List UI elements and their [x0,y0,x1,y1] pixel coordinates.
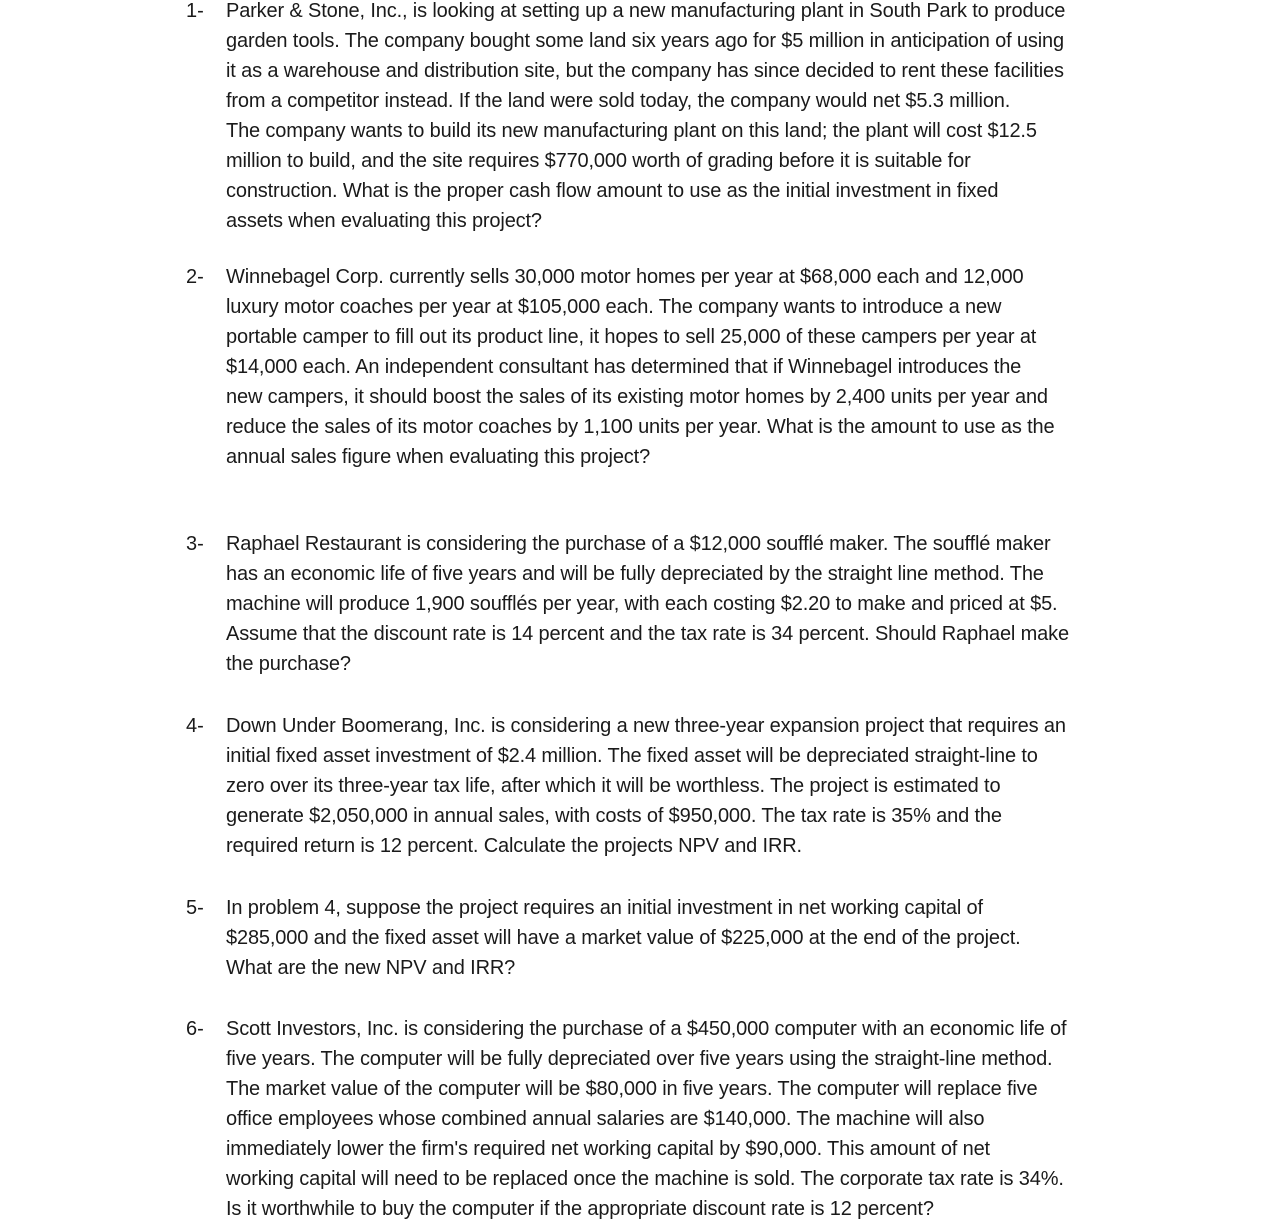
problem-text: Winnebagel Corp. currently sells 30,000 motor homes per year at $68,000 each and 12,000 luxury motor coaches per year at $105,000 each. The company wants to introduce a new portable camper to fill out its product line, it hopes to sell 25,000 of these campers per year at $14,000 each. An independent consultant has determined that if Winnebagel introduces the new campers, it should boost the sales of its existing motor homes by 2,400 units per year and reduce the sales of its motor coaches by 1,100 units per year. What is the amount to use as the annual sales figure when evaluating this project? [226,266,1055,468]
problem-number: 6- [186,1018,204,1040]
problem-text: Raphael Restaurant is considering the purchase of a $12,000 soufflé maker. The soufflé maker has an economic life of five years and will be fully depreciated by the straight line method. The machine will produce 1,900 soufflés per year, with each costing $2.20 to make and priced at $5. Assume that the discount rate is 14 percent and the tax rate is 34 percent. Should Raphael make the purchase? [226,533,1069,675]
problem-number: 5- [186,897,204,919]
problem-number: 2- [186,266,204,288]
problem-text: Parker & Stone, Inc., is looking at setting up a new manufacturing plant in South Park to produce garden tools. The company bought some land six years ago for $5 million in anticipation of using it as a warehouse and distribution site, but the company has since decided to rent these facilities from a competitor instead. If the land were sold today, the company would net $5.3 million. The company wants to build its new manufacturing plant on this land; the plant will cost $12.5 million to build, and the site requires $770,000 worth of grading before it is suitable for construction. What is the proper cash flow amount to use as the initial investment in fixed assets when evaluating this project? [226,0,1066,232]
problem-text: Scott Investors, Inc. is considering the purchase of a $450,000 computer with an economic life of five years. The computer will be fully depreciated over five years using the straight-line method. The market value of the computer will be $80,000 in five years. The computer will replace five office employees whose combined annual salaries are $140,000. The machine will also immediately lower the firm's required net working capital by $90,000. This amount of net working capital will need to be replaced once the machine is sold. The corporate tax rate is 34%. Is it worthwhile to buy the computer if the appropriate discount rate is 12 percent? [226,1018,1067,1220]
problem-text: In problem 4, suppose the project requires an initial investment in net working capital of $285,000 and the fixed asset will have a market value of $225,000 at the end of the project. What are the new NPV and IRR? [226,897,1021,979]
problem-number: 4- [186,715,204,737]
problem-number: 1- [186,0,204,22]
problem-number: 3- [186,533,204,555]
problem-text: Down Under Boomerang, Inc. is considering a new three-year expansion project that requires an initial fixed asset investment of $2.4 million. The fixed asset will be depreciated straight-line to zero over its three-year tax life, after which it will be worthless. The project is estimated to generate $2,050,000 in annual sales, with costs of $950,000. The tax rate is 35% and the required return is 12 percent. Calculate the projects NPV and IRR. [226,715,1066,857]
